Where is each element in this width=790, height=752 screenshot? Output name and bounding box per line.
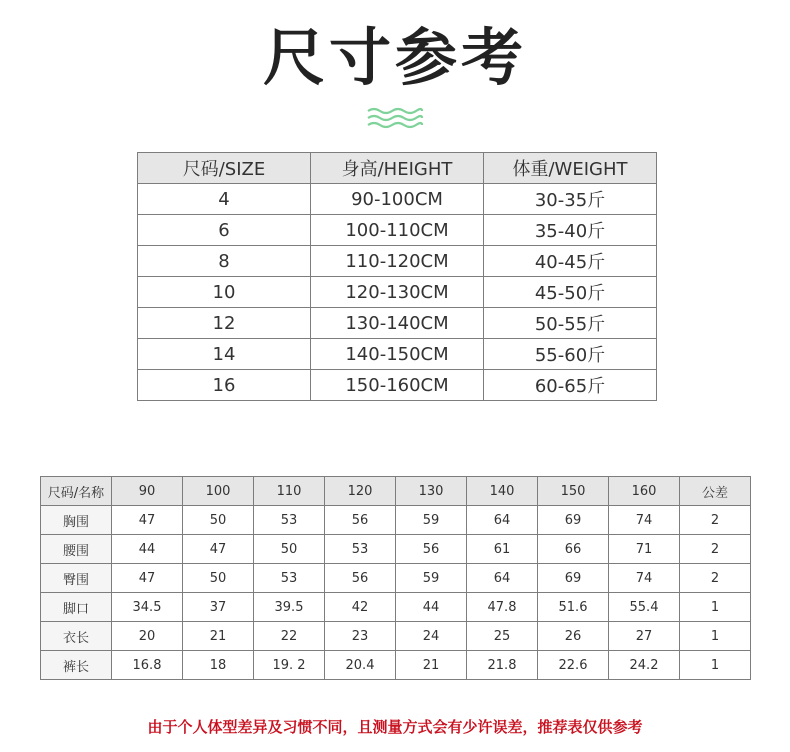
table-cell: 24.2 — [609, 651, 680, 680]
row-header: 臀围 — [41, 564, 112, 593]
table-cell: 42 — [325, 593, 396, 622]
table-cell: 74 — [609, 564, 680, 593]
wave-divider-icon — [366, 106, 424, 130]
table-cell: 10 — [138, 277, 311, 308]
table-cell: 19. 2 — [254, 651, 325, 680]
table-cell: 71 — [609, 535, 680, 564]
column-header: 120 — [325, 477, 396, 506]
table-cell: 1 — [680, 593, 751, 622]
table-cell: 44 — [396, 593, 467, 622]
table-cell: 130-140CM — [311, 308, 484, 339]
table-cell: 21.8 — [467, 651, 538, 680]
table-cell: 25 — [467, 622, 538, 651]
column-header-weight: 体重/WEIGHT — [484, 153, 657, 184]
table-cell: 1 — [680, 622, 751, 651]
table-cell: 64 — [467, 564, 538, 593]
row-header: 腰围 — [41, 535, 112, 564]
table-cell: 20 — [112, 622, 183, 651]
table-cell: 120-130CM — [311, 277, 484, 308]
table-cell: 16.8 — [112, 651, 183, 680]
table-cell: 50-55斤 — [484, 308, 657, 339]
table-cell: 59 — [396, 564, 467, 593]
table-cell: 74 — [609, 506, 680, 535]
table-cell: 150-160CM — [311, 370, 484, 401]
table-row — [138, 277, 657, 308]
table-cell: 53 — [254, 506, 325, 535]
column-header: 尺码/名称 — [41, 477, 112, 506]
page-title: 尺寸参考 — [262, 21, 527, 94]
table-cell: 20.4 — [325, 651, 396, 680]
table-cell: 56 — [396, 535, 467, 564]
table-cell: 59 — [396, 506, 467, 535]
table-cell: 66 — [538, 535, 609, 564]
table-cell: 53 — [325, 535, 396, 564]
table-cell: 60-65斤 — [484, 370, 657, 401]
table-cell: 47 — [112, 564, 183, 593]
table-cell: 61 — [467, 535, 538, 564]
table-cell: 22.6 — [538, 651, 609, 680]
table-cell: 2 — [680, 564, 751, 593]
table-row — [41, 506, 751, 535]
row-header: 胸围 — [41, 506, 112, 535]
table-cell: 140-150CM — [311, 339, 484, 370]
table-cell: 47 — [112, 506, 183, 535]
table-row — [41, 564, 751, 593]
footer-note: 由于个人体型差异及习惯不同，且测量方式会有少许误差，推荐表仅供参考 — [147, 718, 643, 736]
table-cell: 50 — [183, 506, 254, 535]
table-cell: 39.5 — [254, 593, 325, 622]
table-row — [41, 651, 751, 680]
table-row — [138, 184, 657, 215]
column-header: 150 — [538, 477, 609, 506]
table-row — [138, 370, 657, 401]
table-cell: 44 — [112, 535, 183, 564]
table-cell: 18 — [183, 651, 254, 680]
column-header: 130 — [396, 477, 467, 506]
table-cell: 30-35斤 — [484, 184, 657, 215]
row-header: 衣长 — [41, 622, 112, 651]
table-cell: 12 — [138, 308, 311, 339]
table-row — [138, 246, 657, 277]
table-cell: 53 — [254, 564, 325, 593]
table-cell: 35-40斤 — [484, 215, 657, 246]
table-cell: 110-120CM — [311, 246, 484, 277]
table-cell: 1 — [680, 651, 751, 680]
table-cell: 21 — [396, 651, 467, 680]
table-cell: 2 — [680, 506, 751, 535]
table-cell: 2 — [680, 535, 751, 564]
table-cell: 24 — [396, 622, 467, 651]
table-cell: 34.5 — [112, 593, 183, 622]
table-cell: 51.6 — [538, 593, 609, 622]
table-row — [41, 535, 751, 564]
table-cell: 50 — [254, 535, 325, 564]
table-row — [41, 622, 751, 651]
table-cell: 37 — [183, 593, 254, 622]
table-cell: 55-60斤 — [484, 339, 657, 370]
table-cell: 47 — [183, 535, 254, 564]
table-cell: 69 — [538, 506, 609, 535]
column-header-size: 尺码/SIZE — [138, 153, 311, 184]
column-header: 90 — [112, 477, 183, 506]
table-cell: 64 — [467, 506, 538, 535]
column-header: 110 — [254, 477, 325, 506]
row-header: 脚口 — [41, 593, 112, 622]
column-header: 160 — [609, 477, 680, 506]
table-cell: 16 — [138, 370, 311, 401]
column-header-height: 身高/HEIGHT — [311, 153, 484, 184]
size-reference-table — [137, 152, 657, 401]
table-cell: 100-110CM — [311, 215, 484, 246]
table-cell: 47.8 — [467, 593, 538, 622]
table-cell: 22 — [254, 622, 325, 651]
table-cell: 26 — [538, 622, 609, 651]
table-cell: 56 — [325, 564, 396, 593]
column-header: 公差 — [680, 477, 751, 506]
table-cell: 14 — [138, 339, 311, 370]
table-cell: 50 — [183, 564, 254, 593]
column-header: 140 — [467, 477, 538, 506]
table-cell: 69 — [538, 564, 609, 593]
size-table-header-row — [138, 153, 657, 184]
table-cell: 56 — [325, 506, 396, 535]
table-cell: 21 — [183, 622, 254, 651]
table-cell: 90-100CM — [311, 184, 484, 215]
table-cell: 45-50斤 — [484, 277, 657, 308]
table-row — [138, 308, 657, 339]
column-header: 100 — [183, 477, 254, 506]
table-cell: 8 — [138, 246, 311, 277]
table-cell: 23 — [325, 622, 396, 651]
row-header: 裤长 — [41, 651, 112, 680]
table-cell: 40-45斤 — [484, 246, 657, 277]
table-cell: 27 — [609, 622, 680, 651]
table-row — [41, 593, 751, 622]
table-row — [138, 339, 657, 370]
table-row — [138, 215, 657, 246]
measure-table-header-row — [41, 477, 751, 506]
table-cell: 4 — [138, 184, 311, 215]
table-cell: 55.4 — [609, 593, 680, 622]
table-cell: 6 — [138, 215, 311, 246]
measurement-table — [40, 476, 751, 680]
